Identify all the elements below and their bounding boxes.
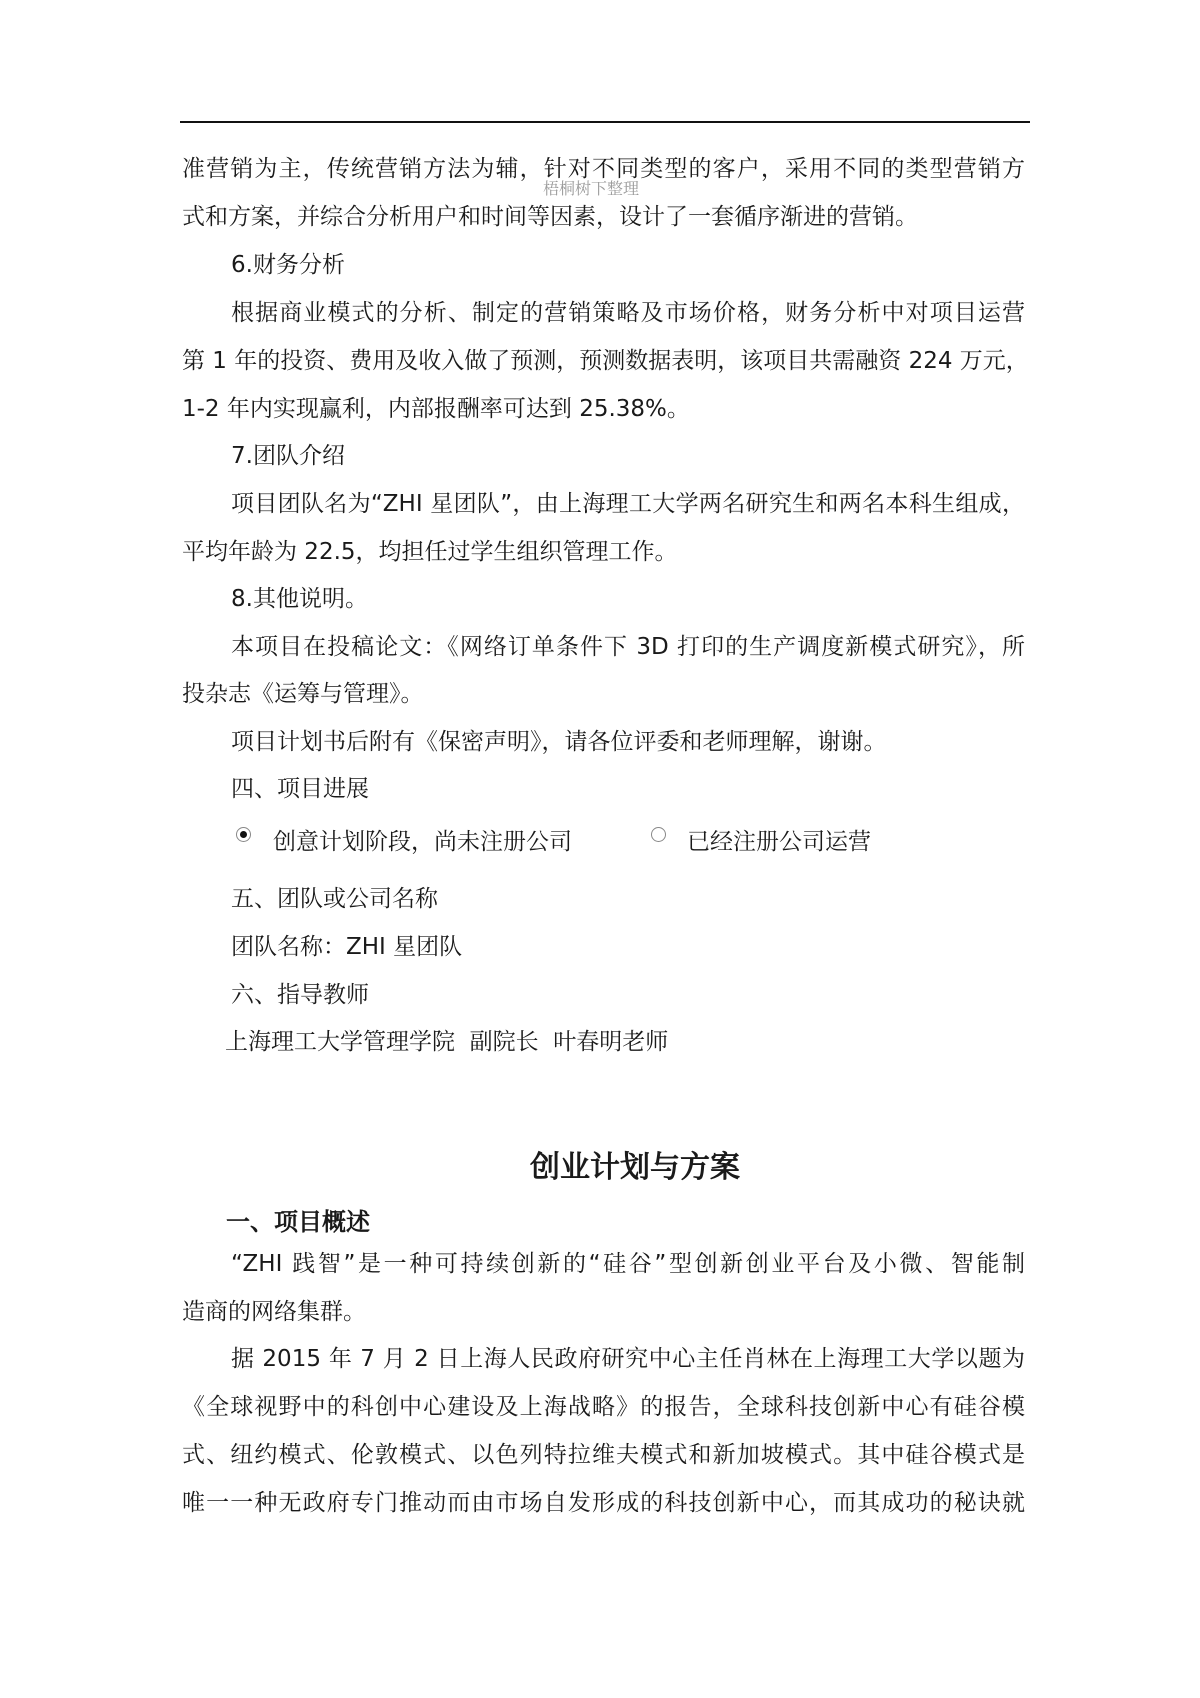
paragraph-line: 根据商业模式的分析、制定的营销策略及市场价格，财务分析中对项目运营 [231,300,1025,326]
team-name: 团队名称：ZHI 星团队 [231,934,463,960]
paragraph-line: 式和方案，并综合分析用户和时间等因素，设计了一套循序渐进的营销。 [182,204,918,230]
section-heading-progress: 四、项目进展 [231,776,369,802]
paragraph-line: 第 1 年的投资、费用及收入做了预测，预测数据表明，该项目共需融资 224 万元， [182,348,1029,374]
section-heading-other: 8.其他说明。 [231,586,368,612]
header-rule [180,121,1030,123]
paragraph-line: 本项目在投稿论文：《网络订单条件下 3D 打印的生产调度新模式研究》，所 [231,634,1025,660]
section-heading-team-name: 五、团队或公司名称 [231,886,438,912]
paragraph-line: 造商的网络集群。 [182,1299,366,1325]
paragraph-line: 平均年龄为 22.5，均担任过学生组织管理工作。 [182,539,678,565]
section-heading-overview: 一、项目概述 [226,1208,370,1236]
paragraph-line: 唯一一种无政府专门推动而由市场自发形成的科技创新中心，而其成功的秘诀就 [182,1490,1025,1516]
paragraph-line: 式、纽约模式、伦敦模式、以色列特拉维夫模式和新加坡模式。其中硅谷模式是 [182,1442,1025,1468]
section-heading-advisor: 六、指导教师 [231,982,369,1008]
paragraph-line: “ZHI 践智”是一种可持续创新的“硅谷”型创新创业平台及小微、智能制 [231,1251,1025,1277]
paragraph-line: 《全球视野中的科创中心建设及上海战略》的报告，全球科技创新中心有硅谷模 [182,1394,1025,1420]
progress-option-label: 创意计划阶段，尚未注册公司 [273,829,572,855]
paragraph-line: 准营销为主，传统营销方法为辅，针对不同类型的客户，采用不同的类型营销方 [182,156,1025,182]
section-heading-finance: 6.财务分析 [231,252,345,278]
paragraph-line: 项目团队名为“ZHI 星团队”，由上海理工大学两名研究生和两名本科生组成， [231,491,1025,517]
page-title: 创业计划与方案 [530,1150,740,1185]
paragraph-line: 投杂志《运筹与管理》。 [182,681,424,707]
paragraph-line: 项目计划书后附有《保密声明》，请各位评委和老师理解，谢谢。 [231,729,887,755]
paragraph-line: 1-2 年内实现赢利，内部报酬率可达到 25.38%。 [182,396,690,422]
advisor: 上海理工大学管理学院 副院长 叶春明老师 [225,1029,669,1055]
watermark: 梧桐树下整理 [543,179,640,198]
radio-selected-icon[interactable] [236,827,251,842]
paragraph-line: 据 2015 年 7 月 2 日上海人民政府研究中心主任肖林在上海理工大学以题为 [231,1346,1025,1372]
progress-option-label: 已经注册公司运营 [687,829,871,855]
radio-unselected-icon[interactable] [651,827,666,842]
section-heading-team: 7.团队介绍 [231,443,345,469]
